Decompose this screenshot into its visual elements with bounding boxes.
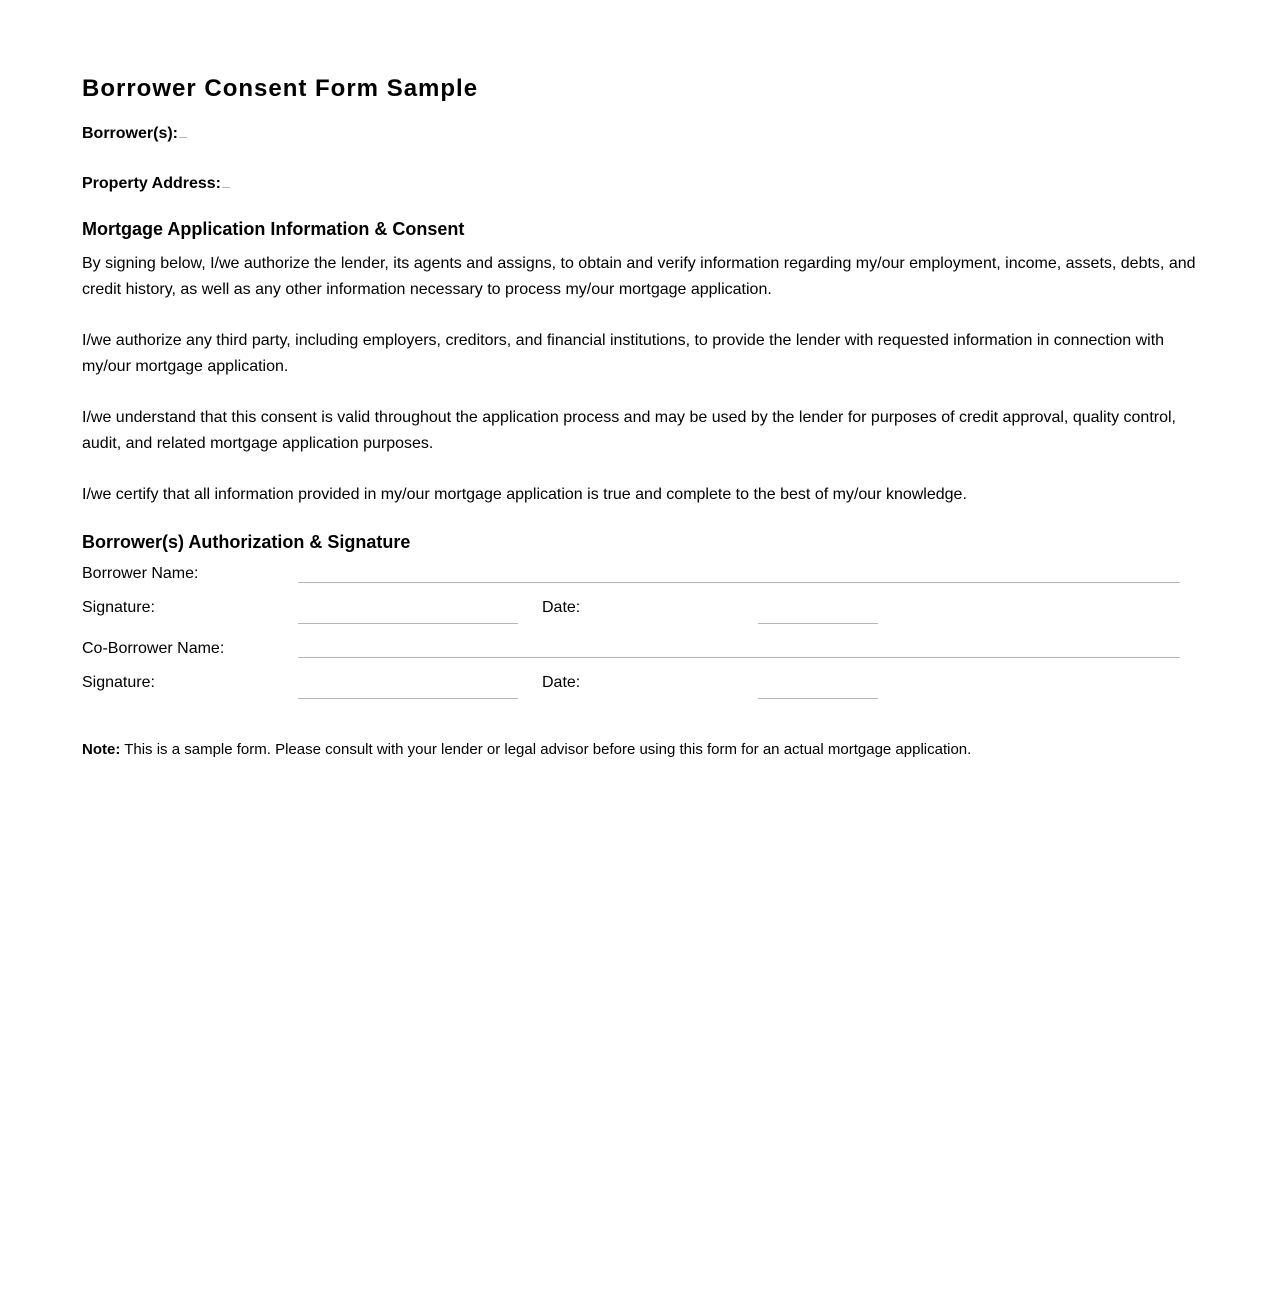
coborrower-name-label: Co-Borrower Name: bbox=[82, 640, 225, 657]
borrower-date-line[interactable] bbox=[758, 623, 878, 624]
borrower-name-line[interactable] bbox=[298, 582, 1180, 583]
coborrower-date-label: Date: bbox=[542, 674, 581, 691]
consent-paragraph: I/we understand that this consent is valid throughout the application process and may be used by the lender for purposes of credit approval, quality control, audit, and related mortgage application purposes. bbox=[82, 409, 1176, 452]
disclaimer-note bbox=[82, 740, 971, 760]
borrower-name-row bbox=[82, 564, 1182, 594]
coborrower-signature-line[interactable] bbox=[298, 698, 518, 699]
borrowers-blank[interactable] bbox=[179, 123, 187, 138]
property-address-field bbox=[82, 173, 230, 194]
consent-section-heading: Mortgage Application Information & Consent bbox=[82, 219, 465, 239]
note-text: This is a sample form. Please consult with your lender or legal advisor before using this form for an actual mortgage application. bbox=[120, 741, 972, 758]
coborrower-name-row bbox=[82, 639, 1182, 669]
consent-paragraph: I/we authorize any third party, including employers, creditors, and financial institutions, to provide the lender with requested information in connection with my/our mortgage application. bbox=[82, 332, 1165, 375]
signature-section-heading: Borrower(s) Authorization & Signature bbox=[82, 532, 411, 552]
borrower-date-label: Date: bbox=[542, 599, 581, 616]
coborrower-signature-row bbox=[82, 673, 1182, 703]
coborrower-signature-label: Signature: bbox=[82, 674, 155, 691]
consent-paragraphs bbox=[82, 251, 1202, 533]
property-address-blank[interactable] bbox=[222, 173, 230, 188]
borrowers-field bbox=[82, 123, 187, 144]
note-label: Note: bbox=[82, 741, 121, 758]
borrowers-label: Borrower(s): bbox=[82, 125, 179, 142]
coborrower-name-line[interactable] bbox=[298, 657, 1180, 658]
consent-paragraph: I/we certify that all information provided in my/our mortgage application is true and complete to the best of my/our knowledge. bbox=[82, 486, 967, 503]
borrower-signature-row bbox=[82, 598, 1182, 628]
coborrower-date-line[interactable] bbox=[758, 698, 878, 699]
property-address-label: Property Address: bbox=[82, 175, 221, 192]
borrower-signature-label: Signature: bbox=[82, 599, 155, 616]
borrower-name-label: Borrower Name: bbox=[82, 565, 199, 582]
borrower-signature-line[interactable] bbox=[298, 623, 518, 624]
page-title: Borrower Consent Form Sample bbox=[82, 75, 479, 102]
consent-paragraph: By signing below, I/we authorize the lender, its agents and assigns, to obtain and verify information regarding my/our employment, income, assets, debts, and credit history, as well as any other information necessary to process my/our mortgage application. bbox=[82, 255, 1196, 298]
